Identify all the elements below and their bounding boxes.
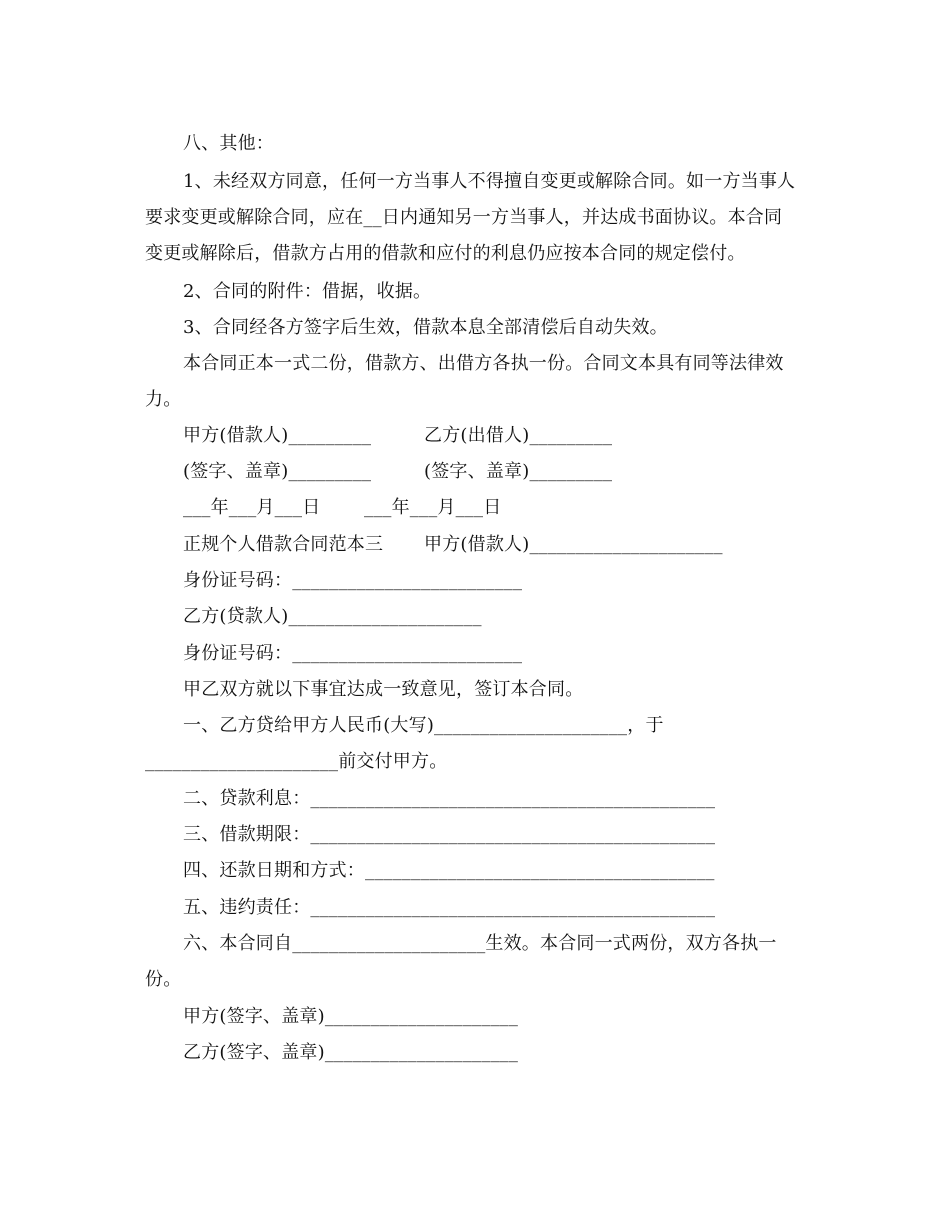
clause-effective-cont: 份。	[145, 969, 182, 990]
contract3-id-b: 身份证号码：_________________________	[183, 643, 523, 664]
paragraph-copies-cont: 力。	[145, 389, 182, 410]
section-heading-other: 八、其他：	[183, 133, 274, 154]
contract3-party-b: 乙方(贷款人)_____________________	[183, 606, 482, 627]
signature-party-b: 乙方(出借人)_________	[424, 425, 613, 446]
signature-seal-b: (签字、盖章)_________	[424, 461, 613, 482]
contract3-party-a: 甲方(借款人)_____________________	[424, 534, 723, 555]
clause-repayment: 四、还款日期和方式：______________________________________	[183, 860, 715, 881]
contract3-id-a: 身份证号码：_________________________	[183, 570, 523, 591]
signature-party-a: 甲方(借款人)_________	[183, 425, 372, 446]
contract-title: 正规个人借款合同范本三	[183, 534, 384, 555]
clause-liability: 五、违约责任：____________________________________________	[183, 897, 716, 918]
signature-seal-a: (签字、盖章)_________	[183, 461, 372, 482]
contract3-sign-a: 甲方(签字、盖章)_____________________	[183, 1006, 519, 1027]
paragraph-copies: 本合同正本一式二份，借款方、出借方各执一份。合同文本具有同等法律效	[183, 353, 784, 374]
signature-date-a: ___年___月___日	[183, 497, 321, 518]
clause-loan-amount-cont: _____________________前交付甲方。	[145, 751, 448, 772]
signature-date-b: ___年___月___日	[364, 497, 502, 518]
contract3-agreement: 甲乙双方就以下事宜达成一致意见，签订本合同。	[183, 679, 584, 700]
clause-term: 三、借款期限：____________________________________________	[183, 824, 716, 845]
paragraph-line: 1、未经双方同意，任何一方当事人不得擅自变更或解除合同。如一方当事人	[183, 171, 796, 192]
clause-loan-amount: 一、乙方贷给甲方人民币(大写)_____________________，于	[183, 715, 664, 736]
clause-interest: 二、贷款利息：____________________________________________	[183, 788, 716, 809]
contract3-sign-b: 乙方(签字、盖章)_____________________	[183, 1042, 519, 1063]
paragraph-effectiveness: 3、合同经各方签字后生效，借款本息全部清偿后自动失效。	[183, 317, 668, 338]
paragraph-attachments: 2、合同的附件：借据，收据。	[183, 281, 432, 302]
paragraph-line: 要求变更或解除合同，应在__日内通知另一方当事人，并达成书面协议。本合同	[145, 207, 783, 228]
clause-effective: 六、本合同自_____________________生效。本合同一式两份，双方各执一	[183, 933, 777, 954]
paragraph-line: 变更或解除后，借款方占用的借款和应付的利息仍应按本合同的规定偿付。	[145, 243, 746, 264]
